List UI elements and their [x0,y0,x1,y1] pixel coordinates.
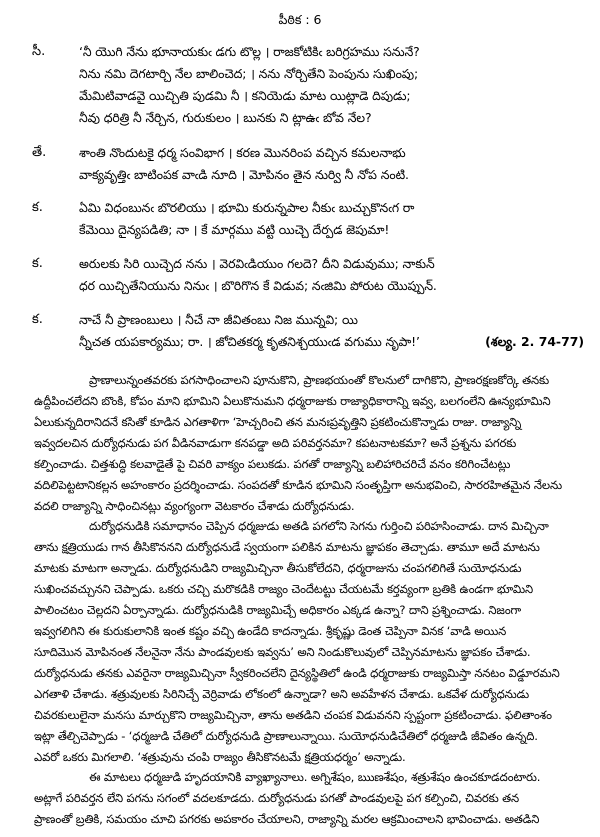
verse-line: మేమిటివాడవై యిచ్చితి పుడమి నీ । కనియెడు మాట యిట్లాడె దిపుడు; [79,88,411,103]
paragraph-line: చివరకులులైనా మనసు మార్చుకొని రాజ్యమిచ్చినా, తాను అతడిని చంపక విడువనని స్పష్టంగా ప్రకటించాడు. ఫలితాంశం [34,708,552,722]
paragraph-line: దుర్యోధనుడికి సమాధానం చెప్పిన ధర్మజుడు అతడి పగలోని సెగను గుర్తించి పరిహసించాడు. దాన మిచ్చినా [89,519,549,533]
paragraph-line: వదలి రాజ్యాన్ని సాధించినట్లు వ్యంగ్యంగా వెటకారం చేశాడు దుర్యోధనుడు. [34,499,355,513]
paragraph-line: దుర్యోధనుడు తనకు ఎవరైనా రాజ్యమిచ్చినా స్వీకరించలేని దైన్యస్థితిలో ఉండి ధర్మరాజుకు రాజ్యమిస్తా ననటం విడ్డూరమని [34,666,560,680]
verse-line: నీవు ధరిత్రి నీ నేర్చిన, గురుకులం । బునకు ని ట్లాఉఁ బోవ నేల? [79,110,372,125]
page-header: పీఠిక : 6 [278,12,322,27]
verse-line: ధర యిచ్చితేనియును నినుఁ । బొరిగొన కే విడువ; నఁజిమి పోరుట యొప్పున్. [79,278,437,293]
paragraph-line: సూదిమొన మోపినంత నేలనైనా నేను పాండవులకు ఇవ్వను’ అని నిండుకొలువులో చెప్పినమాటను జ్ఞాపకం చేశాడు. [34,645,531,659]
verse-line: ‘నీ యొగి నేను భూనాయకుఁ డగు టొల్ల । రాజకోటికిఁ బరిగ్రహము సనునే? [79,44,420,59]
paragraph-line: సుఖించవచ్చునని చెప్పాడు. ఒకరు చచ్చి మరొకడికి రాజ్యం చెందేటట్టు చేయటమే కర్తవ్యంగా బ్రతికి ఉండగా భూమిని [34,582,533,596]
paragraph-line: ఇవ్వగలిగిని ఈ కురుకులానికి ఇంత కష్టం వచ్చి ఉండేది కాదన్నాడు. శ్రీకృష్ణు డెంత చెప్పినా వినక ‘వాడి అయిన [34,624,507,638]
verse-line: నాచే నీ ప్రాణంబులు । నీచే నా జీవితంబు నిజ మున్నవి; యి [79,312,358,327]
paragraph-line: ఏలుకున్నదిరానిదనే కసితో కూడిన ఎగతాళిగా ‘హెచ్చరించి తన మనఃప్రవృత్తిని ప్రకటించుకొన్నాడు రాజు. రాజ్యాన్ని [34,415,522,429]
paragraph-line: అట్లాగే పరివర్తన లేని పగను సగంలో వదలకూడదు. దుర్యోధనుడు పగతో పాండవులపై పగ కల్పించి, చివరకు తన [34,791,519,805]
verse-line: శాంతి నొందుటకై ధర్మ సంవిభాగ । కరణ మొనరింప వచ్చిన కమలనాభు [79,145,406,160]
paragraph-line: ప్రాణంతో బ్రతికి, సమయం చూచి పగరకు అపకారం చేయాలని, రాజ్యాన్ని మరల ఆక్రమించాలని భావించాడు. అతడిని [34,812,540,826]
paragraph-line: ఎవరో ఒకరు మిగలాలి. ‘శత్రువును చంపి రాజ్యం తీసికొనటమే క్షత్రియధర్మం’ అన్నాడు. [34,750,406,764]
verse-line: కేమెయి దైన్యపడితి; నా । కే మార్గము వట్టి యిచ్చె దేర్పడ జెపుమా! [79,222,390,237]
paragraph-line: పాలించటం చెల్లదని ఏర్పాన్నాడు. దుర్యోధనుడికి రాజ్యమిచ్చే అధికారం ఎక్కడ ఉన్నా? దాని ప్రశ్నించాడు. నిజంగా [34,603,522,617]
verse-label: సీ. [32,44,46,59]
verse-line: అరులకు సిరి యిచ్చెద నను । వెరవిఁడియుం గలదె? దీని విడువుము; నాకున్ [79,256,435,271]
paragraph-line: ప్రాణాలున్నంతవరకు పగసాధించాలని పూనుకొని, ప్రాణభయంతో కొలనులో దాగికొని, ప్రాణరక్షణకోర్కె తనకు [89,373,549,387]
paragraph-line: మాటకు మాటగా అన్నాడు. దుర్యోధనుడిని రాజ్యమిచ్చినా తీసుకోలేదని, ధర్మరాజును చంపగలిగితే సుయోధనుడు [34,561,522,575]
paragraph-line: ఎగతాళి చేశాడు. శత్రువులకు సిరినిచ్చే వెర్రివాడు లోకంలో ఉన్నాడా? అని అవహేళన చేశాడు. ఒకవేళ దుర్యోధనుడు [34,687,530,701]
verse-line: న్నీచత యపకార్యము; రా. । జోచితకర్మ కృతనిశ్చయుఁడ వగుము నృపా!’ [79,334,420,349]
verse-label: క. [32,200,43,215]
paragraph-line: ఈ మాటలు ధర్మజుడి హృదయానికి వ్యాఖ్యానాలు. అగ్నిశేషం, ఋణశేషం, శత్రుశేషం ఉంచకూడదంటారు. [89,770,541,784]
paragraph-line: ఇట్లా తేల్చిచెప్పాడు - ‘ధర్మజుడి చేతిలో దుర్యోధనుడి ప్రాణాలున్నాయి. సుయోధనుడిచేతిలో ధర్మజుడి జీవితం ఉన్నది. [34,729,538,743]
verse-line: ఏమి విధంబునఁ బొరలియు । భూమి కురున్నపాల నీకుఁ బుచ్చుకొనఁగ రా [79,200,415,215]
verse-label: తే. [32,145,47,160]
verse-citation: (శల్య. 2. 74-77) [485,334,584,349]
paragraph-line: ఇవ్వదలచిన దుర్యోధనుడు పగ వీడినవాడుగా కనపడ్డా అది పరివర్తనమా? కపటనాటకమా? అనే ప్రశ్నను పగరకు [34,436,517,450]
verse-label: క. [32,256,43,271]
paragraph-line: ఉద్దీపించలేదని బొంకి, కోపం మాని భూమిని ఏలుకొనుమని ధర్మరాజుకు రాజ్యాధికారాన్ని ఇవ్వ, బలగంలేని ఊన్యభూమిని [34,394,551,408]
paragraph-line: తాను క్షత్రియుడు గాన తీసికొననని దుర్యోధనుడే స్వయంగా పలికిన మాటను జ్ఞాపకం తెచ్చాడు. తామూ అదే మాటను [34,540,540,554]
verse-line: నిను నమి దెగటార్చి నేల బాలించెద; । నను నోర్చితేని పెంపును సుఖింపు; [79,66,419,81]
verse-label: క. [32,312,43,327]
paragraph-line: వదిలిపెట్టటానికల్లన అహంకారం ప్రదర్శించాడు. సంపదతో కూడిన భూమిని సంతృప్తిగా అనుభవించి, సారరహితమైన నేలను [34,478,562,492]
verse-line: వాక్యవృత్తిఁ బాటింపక వాఁడి నూది । మోపినం తైన నుర్వి నీ నోప నంటి. [79,167,409,182]
paragraph-line: కల్పించాడు. చిత్తశుద్ధి కలవాడైతే పై చివరి వాక్యం పలుకడు. పగతో రాజ్యాన్ని బలిహారిచరిచే వనం కరిగించేటట్లు [34,457,511,471]
